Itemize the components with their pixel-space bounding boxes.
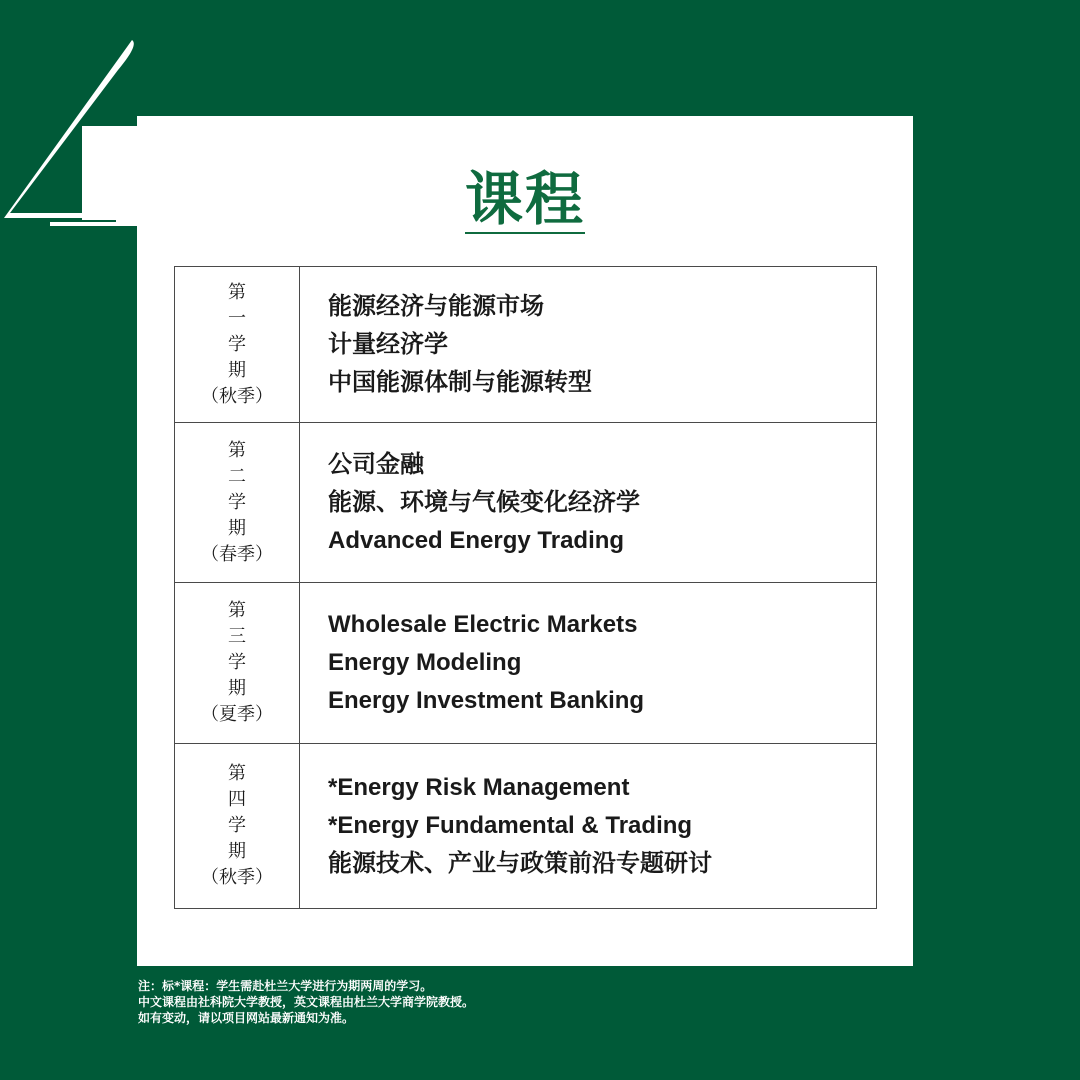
semester-label: 第 四 学 期 （秋季）	[175, 744, 300, 909]
course-list	[300, 744, 877, 909]
season-label: （春季）	[201, 543, 273, 565]
course-item: 能源经济与能源市场	[328, 292, 544, 320]
season-label: （夏季）	[201, 704, 273, 725]
course-table	[174, 266, 877, 909]
semester-label: 第 二 学 期 （春季）	[175, 423, 300, 583]
course-item: *Energy Fundamental & Trading	[328, 812, 693, 839]
course-item: Energy Investment Banking	[328, 687, 645, 714]
footnote-line: 如有变动，请以项目网站最新通知为准。	[138, 1011, 355, 1025]
course-list	[300, 423, 877, 583]
course-list	[300, 267, 877, 423]
season-label: （秋季）	[201, 867, 273, 888]
semester-row	[175, 267, 877, 423]
footnotes	[138, 978, 474, 1026]
footnote-line: 注：标*课程：学生需赴杜兰大学进行为期两周的学习。	[138, 979, 433, 993]
course-item: Energy Modeling	[328, 649, 522, 676]
semester-row	[175, 744, 877, 909]
semester-row	[175, 583, 877, 744]
semester-label: 第 一 学 期 （秋季）	[175, 267, 300, 423]
course-item: Wholesale Electric Markets	[328, 611, 638, 638]
semester-row	[175, 423, 877, 583]
season-label: （秋季）	[201, 385, 273, 407]
course-item: 能源技术、产业与政策前沿专题研讨	[328, 850, 712, 877]
semester-label: 第 三 学 期 （夏季）	[175, 583, 300, 744]
course-list	[300, 583, 877, 744]
course-item: *Energy Risk Management	[328, 774, 630, 801]
page-title: 课程	[464, 165, 585, 233]
course-item: Advanced Energy Trading	[328, 526, 625, 554]
number-four-graphic	[0, 28, 150, 238]
course-item: 公司金融	[328, 450, 424, 478]
course-card	[137, 116, 913, 966]
course-item: 能源、环境与气候变化经济学	[328, 488, 640, 516]
course-item: 中国能源体制与能源转型	[328, 368, 592, 396]
course-item: 计量经济学	[328, 330, 448, 358]
footnote-line: 中文课程由社科院大学教授，英文课程由杜兰大学商学院教授。	[138, 995, 475, 1009]
